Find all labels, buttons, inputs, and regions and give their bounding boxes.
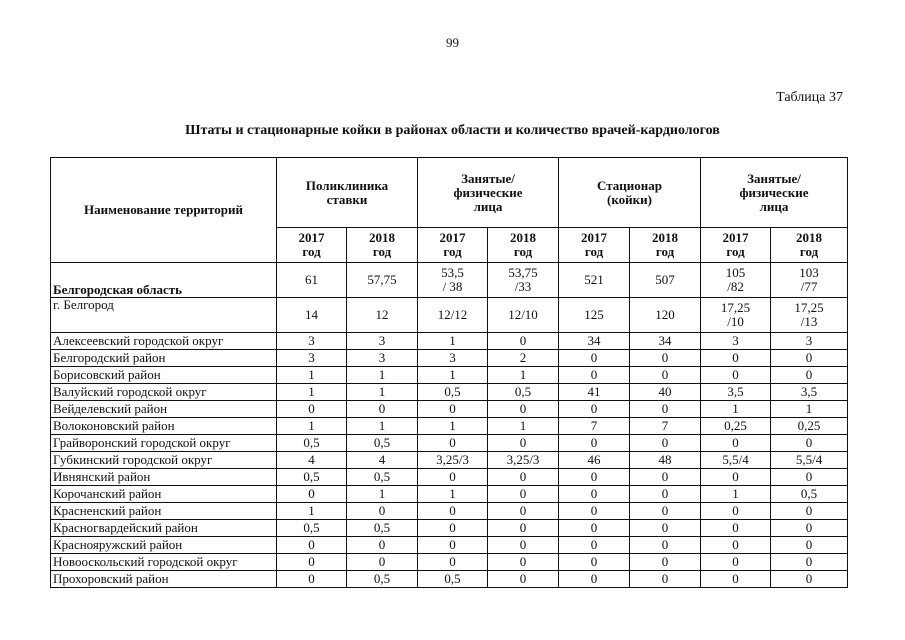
table-row [51, 469, 848, 486]
territory-name: Грайворонский городской округ [51, 435, 277, 452]
table-cell: 0 [347, 537, 418, 554]
table-cell: 0 [488, 469, 559, 486]
table-cell: 0 [701, 469, 771, 486]
table-cell: 34 [630, 333, 701, 350]
table-cell: 5,5/4 [771, 452, 848, 469]
table-cell: 0 [347, 503, 418, 520]
table-cell: 0 [701, 367, 771, 384]
table-cell: 0 [559, 401, 630, 418]
table-cell: 0,5 [418, 571, 488, 588]
table-cell: 0 [630, 367, 701, 384]
table-cell: 61 [277, 263, 347, 298]
territory-name: Прохоровский район [51, 571, 277, 588]
table-cell: 0 [488, 554, 559, 571]
table-cell: 0 [418, 503, 488, 520]
table-row [51, 401, 848, 418]
table-cell: 0 [771, 520, 848, 537]
territory-name: Ивнянский район [51, 469, 277, 486]
table-row [51, 452, 848, 469]
table-cell: 0,25 [771, 418, 848, 435]
table-cell: 0 [771, 350, 848, 367]
table-cell: 0 [277, 571, 347, 588]
table-cell: 0,5 [771, 486, 848, 503]
table-cell: 0 [488, 520, 559, 537]
table-cell: 0 [418, 401, 488, 418]
table-cell: 3,25/3 [418, 452, 488, 469]
table-row [51, 486, 848, 503]
header-year: 2018 год [771, 228, 848, 263]
territory-name: Красногвардейский район [51, 520, 277, 537]
table-row [51, 298, 848, 333]
document-title: Штаты и стационарные койки в районах области и количество врачей-кардиологов [185, 123, 720, 138]
table-cell: 12/12 [418, 298, 488, 333]
table-cell: 0 [559, 350, 630, 367]
table-cell: 0 [418, 537, 488, 554]
territory-name: Вейделевский район [51, 401, 277, 418]
territory-name: Корочанский район [51, 486, 277, 503]
header-year: 2018 год [630, 228, 701, 263]
table-cell: 0 [418, 520, 488, 537]
header-year: 2017 год [277, 228, 347, 263]
table-cell: 0 [277, 401, 347, 418]
table-cell: 1 [347, 486, 418, 503]
table-cell: 7 [559, 418, 630, 435]
table-row [51, 520, 848, 537]
table-cell: 40 [630, 384, 701, 401]
header-hospital-beds: Стационар (койки) [559, 158, 701, 228]
table-cell: 0 [559, 571, 630, 588]
header-territory: Наименование территорий [51, 158, 277, 263]
table-cell: 0 [630, 520, 701, 537]
header-polyclinic: Поликлиника ставки [277, 158, 418, 228]
table-cell: 3 [347, 350, 418, 367]
table-cell: 0 [630, 537, 701, 554]
table-cell: 103 /77 [771, 263, 848, 298]
table-cell: 0,5 [277, 520, 347, 537]
table-cell: 1 [418, 367, 488, 384]
table-cell: 521 [559, 263, 630, 298]
table-cell: 0 [771, 367, 848, 384]
territory-name: Волоконовский район [51, 418, 277, 435]
table-cell: 0 [559, 554, 630, 571]
table-cell: 507 [630, 263, 701, 298]
table-cell: 34 [559, 333, 630, 350]
table-cell: 0 [488, 401, 559, 418]
table-cell: 0 [771, 571, 848, 588]
table-cell: 1 [347, 384, 418, 401]
table-cell: 125 [559, 298, 630, 333]
table-cell: 1 [277, 384, 347, 401]
table-cell: 0 [347, 554, 418, 571]
table-cell: 0 [771, 503, 848, 520]
table-cell: 3 [347, 333, 418, 350]
table-cell: 0,5 [347, 571, 418, 588]
table-cell: 3,25/3 [488, 452, 559, 469]
table-cell: 0 [771, 469, 848, 486]
territory-name: Алексеевский городской округ [51, 333, 277, 350]
staff-table [50, 157, 848, 588]
table-cell: 0,5 [347, 435, 418, 452]
table-cell: 12/10 [488, 298, 559, 333]
table-cell: 0,5 [347, 520, 418, 537]
table-cell: 1 [277, 418, 347, 435]
table-cell: 0 [630, 401, 701, 418]
table-cell: 17,25 /10 [701, 298, 771, 333]
table-cell: 0 [277, 537, 347, 554]
table-cell: 46 [559, 452, 630, 469]
header-year: 2017 год [701, 228, 771, 263]
table-cell: 0,5 [277, 469, 347, 486]
table-cell: 1 [418, 486, 488, 503]
table-cell: 12 [347, 298, 418, 333]
territory-name: Краснояружский район [51, 537, 277, 554]
table-row [51, 350, 848, 367]
table-cell: 41 [559, 384, 630, 401]
table-cell: 1 [347, 418, 418, 435]
table-cell: 0 [559, 520, 630, 537]
table-cell: 1 [771, 401, 848, 418]
table-cell: 1 [488, 367, 559, 384]
table-cell: 2 [488, 350, 559, 367]
table-cell: 0 [488, 486, 559, 503]
table-cell: 4 [347, 452, 418, 469]
table-cell: 0 [418, 554, 488, 571]
table-cell: 0,5 [418, 384, 488, 401]
table-cell: 0 [418, 435, 488, 452]
table-cell: 0 [277, 486, 347, 503]
table-cell: 0 [701, 435, 771, 452]
table-cell: 3 [418, 350, 488, 367]
table-cell: 0 [630, 350, 701, 367]
table-row [51, 554, 848, 571]
table-cell: 0 [488, 333, 559, 350]
territory-name: Белгородский район [51, 350, 277, 367]
table-cell: 3,5 [771, 384, 848, 401]
table-cell: 1 [277, 367, 347, 384]
table-cell: 0 [771, 554, 848, 571]
table-cell: 0 [630, 469, 701, 486]
table-row [51, 571, 848, 588]
table-cell: 0 [630, 486, 701, 503]
territory-name: г. Белгород [51, 298, 277, 333]
header-year: 2018 год [347, 228, 418, 263]
table-row [51, 503, 848, 520]
table-cell: 0 [488, 503, 559, 520]
table-cell: 1 [277, 503, 347, 520]
table-cell: 3 [701, 333, 771, 350]
table-cell: 0 [559, 469, 630, 486]
table-cell: 3,5 [701, 384, 771, 401]
table-cell: 0 [559, 435, 630, 452]
table-cell: 5,5/4 [701, 452, 771, 469]
table-cell: 0 [630, 435, 701, 452]
table-cell: 0 [488, 435, 559, 452]
table-row [51, 333, 848, 350]
table-cell: 3 [277, 333, 347, 350]
table-cell: 0,5 [277, 435, 347, 452]
table-cell: 1 [701, 401, 771, 418]
table-row [51, 537, 848, 554]
table-cell: 3 [771, 333, 848, 350]
table-cell: 1 [418, 333, 488, 350]
table-cell: 0 [488, 571, 559, 588]
table-cell: 0 [701, 554, 771, 571]
table-cell: 53,75 /33 [488, 263, 559, 298]
page-number: 99 [446, 35, 459, 50]
table-cell: 53,5 / 38 [418, 263, 488, 298]
table-cell: 0 [630, 503, 701, 520]
table-cell: 1 [488, 418, 559, 435]
table-cell: 105 /82 [701, 263, 771, 298]
table-cell: 4 [277, 452, 347, 469]
table-cell: 0 [771, 537, 848, 554]
table-cell: 0 [701, 571, 771, 588]
table-cell: 0,5 [347, 469, 418, 486]
territory-name: Новооскольский городской округ [51, 554, 277, 571]
territory-name: Валуйский городской округ [51, 384, 277, 401]
header-occupied-physical-2: Занятые/ физические лица [701, 158, 848, 228]
header-year: 2018 год [488, 228, 559, 263]
territory-name: Губкинский городской округ [51, 452, 277, 469]
table-cell: 0 [701, 520, 771, 537]
table-cell: 0 [630, 554, 701, 571]
table-cell: 0 [771, 435, 848, 452]
table-cell: 1 [701, 486, 771, 503]
table-cell: 0 [488, 537, 559, 554]
table-cell: 14 [277, 298, 347, 333]
territory-name: Красненский район [51, 503, 277, 520]
table-cell: 3 [277, 350, 347, 367]
table-cell: 0 [559, 537, 630, 554]
table-cell: 0 [418, 469, 488, 486]
table-cell: 0 [701, 350, 771, 367]
table-cell: 0 [277, 554, 347, 571]
table-cell: 0 [701, 503, 771, 520]
territory-name: Борисовский район [51, 367, 277, 384]
header-occupied-physical-1: Занятые/ физические лица [418, 158, 559, 228]
table-cell: 0 [347, 401, 418, 418]
table-row [51, 384, 848, 401]
table-cell: 120 [630, 298, 701, 333]
table-row [51, 435, 848, 452]
territory-name: Белгородская область [51, 263, 277, 298]
header-year: 2017 год [559, 228, 630, 263]
table-cell: 17,25 /13 [771, 298, 848, 333]
table-cell: 57,75 [347, 263, 418, 298]
table-row [51, 263, 848, 298]
table-cell: 0,25 [701, 418, 771, 435]
table-cell: 1 [418, 418, 488, 435]
table-cell: 1 [347, 367, 418, 384]
table-cell: 0 [559, 367, 630, 384]
table-cell: 0 [559, 486, 630, 503]
table-cell: 48 [630, 452, 701, 469]
table-cell: 0 [559, 503, 630, 520]
table-cell: 0 [701, 537, 771, 554]
header-year: 2017 год [418, 228, 488, 263]
table-row [51, 367, 848, 384]
table-cell: 0 [630, 571, 701, 588]
table-cell: 7 [630, 418, 701, 435]
table-row [51, 418, 848, 435]
table-cell: 0,5 [488, 384, 559, 401]
table-caption: Таблица 37 [776, 90, 843, 105]
